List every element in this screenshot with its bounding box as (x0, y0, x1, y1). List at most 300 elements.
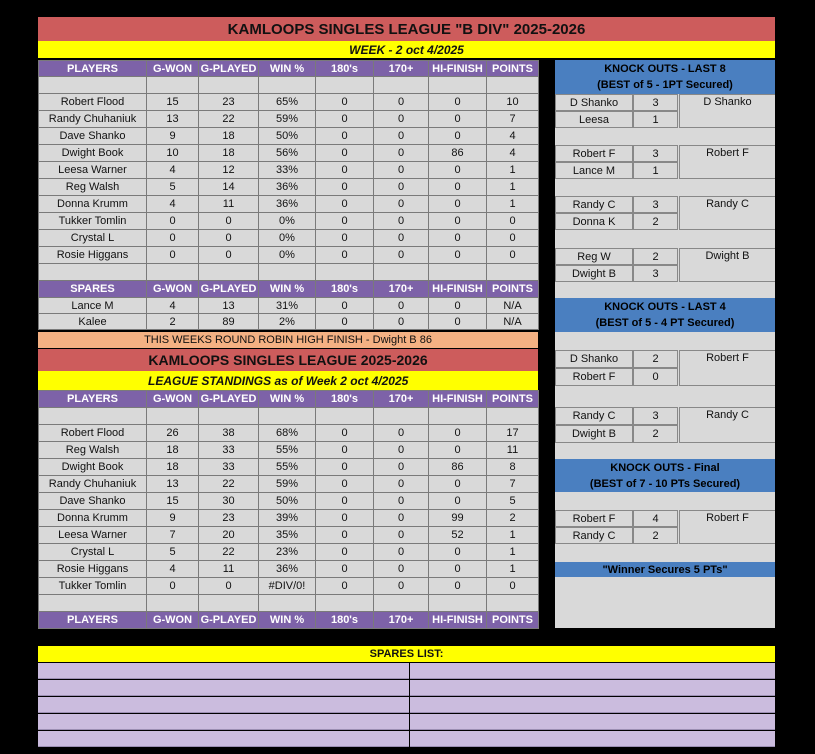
stat-cell: 1 (487, 162, 539, 179)
stat-cell: 56% (259, 145, 316, 162)
ko-player: Reg W (555, 248, 633, 265)
stat-cell: 15 (147, 94, 199, 111)
ko-winner (679, 145, 775, 179)
column-header: POINTS (487, 61, 539, 77)
table-row (39, 111, 539, 128)
stat-cell: 0 (429, 493, 487, 510)
ko-winner (679, 407, 775, 443)
stat-cell: 0% (259, 247, 316, 264)
player-name: Dave Shanko (39, 128, 147, 145)
stat-cell: 18 (147, 442, 199, 459)
ko-score: 3 (633, 196, 678, 213)
stat-cell: 0 (374, 527, 429, 544)
stat-cell: 99 (429, 510, 487, 527)
stat-cell: 0 (374, 493, 429, 510)
stat-cell: 55% (259, 442, 316, 459)
ko-score: 3 (633, 407, 678, 425)
column-header: POINTS (487, 391, 539, 408)
ko-winner (679, 510, 775, 544)
stat-cell: 65% (259, 94, 316, 111)
stat-cell: 1 (487, 544, 539, 561)
stat-cell: 0 (316, 544, 374, 561)
stat-cell: #DIV/0! (259, 578, 316, 595)
table-row (39, 145, 539, 162)
stat-cell: 10 (147, 145, 199, 162)
winner-note: "Winner Secures 5 PTs" (555, 562, 775, 577)
table-row (39, 94, 539, 111)
ko-player: Robert F (555, 368, 633, 386)
stat-cell: 11 (199, 196, 259, 213)
ko-score: 3 (633, 94, 678, 111)
standings-subtitle: LEAGUE STANDINGS as of Week 2 oct 4/2025 (38, 371, 538, 390)
stat-cell: 0 (316, 179, 374, 196)
header-row (39, 391, 539, 408)
ko-player: Randy C (555, 407, 633, 425)
stat-cell: 0 (374, 179, 429, 196)
stat-cell: 0 (429, 561, 487, 578)
stat-cell: 0% (259, 230, 316, 247)
player-name: Leesa Warner (39, 527, 147, 544)
stat-cell: 22 (199, 544, 259, 561)
player-name: Crystal L (39, 544, 147, 561)
player-name: Robert Flood (39, 425, 147, 442)
player-name: Tukker Tomlin (39, 578, 147, 595)
stat-cell: 38 (199, 425, 259, 442)
table-row (39, 196, 539, 213)
stat-cell: 0 (316, 442, 374, 459)
stat-cell: 8 (487, 459, 539, 476)
ko-last8-title: KNOCK OUTS - LAST 8 (604, 63, 726, 75)
table-row (39, 476, 539, 493)
ko-winner-name: D Shanko (703, 96, 752, 108)
empty-cell (374, 595, 429, 612)
empty-cell (374, 408, 429, 425)
empty-cell (39, 408, 147, 425)
stat-cell: 13 (147, 111, 199, 128)
stat-cell: 5 (147, 179, 199, 196)
column-header: G-WON (147, 61, 199, 77)
stat-cell: 0 (487, 578, 539, 595)
stat-cell: 50% (259, 493, 316, 510)
standings-title: KAMLOOPS SINGLES LEAGUE 2025-2026 (38, 349, 538, 371)
stat-cell: 0 (374, 510, 429, 527)
stat-cell: 0 (374, 213, 429, 230)
empty-cell (147, 408, 199, 425)
spares-list-row (410, 663, 775, 679)
stat-cell: 13 (147, 476, 199, 493)
player-name: Kalee (39, 314, 147, 330)
ko-score: 2 (633, 527, 678, 544)
ko-score: 2 (633, 425, 678, 443)
ko-player: Randy C (555, 196, 633, 213)
stat-cell: 2% (259, 314, 316, 330)
spares-list-row (410, 714, 775, 730)
stat-cell: 4 (487, 145, 539, 162)
stat-cell: 0 (429, 476, 487, 493)
stat-cell: 68% (259, 425, 316, 442)
stat-cell: 0 (316, 314, 374, 330)
ko-score: 2 (633, 213, 678, 230)
stat-cell: N/A (487, 298, 539, 314)
stat-cell: 0 (374, 314, 429, 330)
ko-player: Lance M (555, 162, 633, 179)
column-header: SPARES (39, 281, 147, 298)
empty-cell (39, 77, 147, 94)
spares-list-row (38, 714, 409, 730)
stat-cell: 0 (147, 578, 199, 595)
stat-cell: 22 (199, 111, 259, 128)
stat-cell: 0 (316, 578, 374, 595)
header-row (39, 281, 539, 298)
stat-cell: 7 (147, 527, 199, 544)
ko-player: Dwight B (555, 265, 633, 282)
stat-cell: 0 (429, 213, 487, 230)
week-subtitle: WEEK - 2 oct 4/2025 (38, 41, 775, 58)
empty-cell (39, 595, 147, 612)
column-header: 180's (316, 612, 374, 629)
player-name: Donna Krumm (39, 510, 147, 527)
ko-last4-subtitle: (BEST of 5 - 4 PT Secured) (595, 317, 735, 329)
table-row (39, 510, 539, 527)
stat-cell: 0 (374, 247, 429, 264)
blank-row (39, 408, 539, 425)
stat-cell: 0 (316, 196, 374, 213)
stat-cell: 0 (199, 230, 259, 247)
column-header: WIN % (259, 61, 316, 77)
empty-cell (147, 264, 199, 281)
empty-cell (429, 264, 487, 281)
stat-cell: 18 (199, 145, 259, 162)
column-header: 180's (316, 61, 374, 77)
stat-cell: 7 (487, 476, 539, 493)
table-row (39, 442, 539, 459)
empty-cell (259, 264, 316, 281)
spares-list-row (38, 731, 409, 747)
empty-cell (259, 595, 316, 612)
stat-cell: 0 (374, 162, 429, 179)
stat-cell: 1 (487, 527, 539, 544)
stat-cell: 0 (147, 213, 199, 230)
empty-cell (39, 264, 147, 281)
stat-cell: 33 (199, 459, 259, 476)
stat-cell: 23% (259, 544, 316, 561)
empty-cell (316, 408, 374, 425)
stat-cell: 0 (429, 111, 487, 128)
stat-cell: 0 (316, 247, 374, 264)
stat-cell: 0 (147, 230, 199, 247)
column-header: 170+ (374, 61, 429, 77)
stat-cell: 36% (259, 561, 316, 578)
stat-cell: 0 (429, 298, 487, 314)
ko-player: Robert F (555, 510, 633, 527)
stat-cell: 0 (316, 425, 374, 442)
stat-cell: 39% (259, 510, 316, 527)
stat-cell: 5 (487, 493, 539, 510)
stat-cell: 0 (316, 162, 374, 179)
table-row (39, 314, 539, 330)
stat-cell: 0 (374, 544, 429, 561)
ko-winner (679, 196, 775, 230)
column-header: WIN % (259, 281, 316, 298)
stat-cell: 0 (316, 128, 374, 145)
ko-player: Leesa (555, 111, 633, 128)
ko-winner-name: Dwight B (705, 250, 750, 262)
stat-cell: 11 (199, 561, 259, 578)
stat-cell: 0 (316, 111, 374, 128)
stat-cell: 4 (147, 561, 199, 578)
stat-cell: 4 (147, 196, 199, 213)
table-row (39, 213, 539, 230)
high-finish-banner: THIS WEEKS ROUND ROBIN HIGH FINISH - Dwight B 86 (38, 332, 538, 348)
stat-cell: 0 (316, 298, 374, 314)
table-row (39, 162, 539, 179)
stat-cell: 0 (429, 162, 487, 179)
stat-cell: 4 (487, 128, 539, 145)
column-header: PLAYERS (39, 61, 147, 77)
blank-row (39, 264, 539, 281)
stat-cell: 0 (487, 230, 539, 247)
player-name: Rosie Higgans (39, 561, 147, 578)
ko-winner-name: Robert F (706, 352, 749, 364)
column-header: HI-FINISH (429, 281, 487, 298)
empty-cell (316, 264, 374, 281)
empty-cell (487, 77, 539, 94)
table-row (39, 128, 539, 145)
player-name: Dave Shanko (39, 493, 147, 510)
player-name: Reg Walsh (39, 442, 147, 459)
empty-cell (259, 77, 316, 94)
stat-cell: 0 (316, 476, 374, 493)
stat-cell: 0 (429, 247, 487, 264)
column-header: G-WON (147, 612, 199, 629)
stat-cell: 0 (374, 476, 429, 493)
column-header: HI-FINISH (429, 61, 487, 77)
empty-cell (374, 77, 429, 94)
stat-cell: 0 (374, 459, 429, 476)
stat-cell: 33 (199, 442, 259, 459)
ko-player: Robert F (555, 145, 633, 162)
ko-final-header (555, 459, 775, 492)
stat-cell: 9 (147, 510, 199, 527)
league-standings-table (38, 390, 539, 629)
empty-cell (147, 595, 199, 612)
column-header: POINTS (487, 281, 539, 298)
table-row (39, 425, 539, 442)
empty-cell (199, 77, 259, 94)
stat-cell: 0 (316, 561, 374, 578)
stat-cell: 0 (316, 213, 374, 230)
stat-cell: 30 (199, 493, 259, 510)
player-name: Lance M (39, 298, 147, 314)
stat-cell: 0 (429, 544, 487, 561)
player-name: Tukker Tomlin (39, 213, 147, 230)
table-row (39, 544, 539, 561)
player-name: Donna Krumm (39, 196, 147, 213)
column-header: HI-FINISH (429, 612, 487, 629)
stat-cell: 0 (374, 145, 429, 162)
stat-cell: 10 (487, 94, 539, 111)
ko-player: Donna K (555, 213, 633, 230)
stat-cell: 0 (316, 94, 374, 111)
empty-cell (487, 408, 539, 425)
table-row (39, 527, 539, 544)
stat-cell: 22 (199, 476, 259, 493)
stat-cell: 0 (316, 527, 374, 544)
empty-cell (199, 264, 259, 281)
ko-player: Randy C (555, 527, 633, 544)
blank-row (39, 77, 539, 94)
stat-cell: 59% (259, 111, 316, 128)
stat-cell: 0 (316, 493, 374, 510)
stat-cell: 26 (147, 425, 199, 442)
stat-cell: 9 (147, 128, 199, 145)
empty-cell (316, 77, 374, 94)
stat-cell: 0 (374, 298, 429, 314)
column-header: G-PLAYED (199, 391, 259, 408)
ko-score: 4 (633, 510, 678, 527)
table-row (39, 298, 539, 314)
ko-final-title: KNOCK OUTS - Final (610, 461, 720, 474)
stat-cell: 0 (374, 230, 429, 247)
stat-cell: 0 (429, 196, 487, 213)
player-name: Randy Chuhaniuk (39, 476, 147, 493)
ko-last8-header (555, 60, 775, 94)
stat-cell: 0 (316, 459, 374, 476)
stat-cell: 0 (429, 94, 487, 111)
ko-winner (679, 94, 775, 128)
stat-cell: 33% (259, 162, 316, 179)
ko-player: D Shanko (555, 350, 633, 368)
stat-cell: 0 (147, 247, 199, 264)
player-name: Robert Flood (39, 94, 147, 111)
stat-cell: 0 (316, 145, 374, 162)
stat-cell: 50% (259, 128, 316, 145)
column-header: WIN % (259, 391, 316, 408)
stat-cell: 0 (487, 247, 539, 264)
column-header: G-WON (147, 391, 199, 408)
player-name: Crystal L (39, 230, 147, 247)
stat-cell: 0 (199, 213, 259, 230)
stat-cell: 52 (429, 527, 487, 544)
table-row (39, 578, 539, 595)
empty-cell (199, 408, 259, 425)
spares-list-row (410, 697, 775, 713)
stat-cell: 31% (259, 298, 316, 314)
stat-cell: 0 (374, 561, 429, 578)
table-row (39, 493, 539, 510)
stat-cell: 55% (259, 459, 316, 476)
ko-winner-name: Randy C (706, 409, 749, 421)
ko-last4-header (555, 298, 775, 332)
stat-cell: 59% (259, 476, 316, 493)
stat-cell: 0 (429, 578, 487, 595)
stat-cell: 0% (259, 213, 316, 230)
spares-list-row (38, 680, 409, 696)
stat-cell: 0 (429, 128, 487, 145)
stat-cell: 5 (147, 544, 199, 561)
stat-cell: 1 (487, 179, 539, 196)
table-row (39, 230, 539, 247)
ko-score: 3 (633, 265, 678, 282)
ko-winner (679, 350, 775, 386)
table-row (39, 459, 539, 476)
stat-cell: 0 (429, 179, 487, 196)
ko-winner-name: Randy C (706, 198, 749, 210)
column-header: G-PLAYED (199, 281, 259, 298)
stat-cell: 0 (199, 578, 259, 595)
column-header: 180's (316, 391, 374, 408)
table-row (39, 179, 539, 196)
stat-cell: 0 (374, 578, 429, 595)
blank-row (39, 595, 539, 612)
ko-last4-title: KNOCK OUTS - LAST 4 (604, 301, 726, 313)
stat-cell: 2 (487, 510, 539, 527)
stat-cell: 23 (199, 510, 259, 527)
stat-cell: 18 (147, 459, 199, 476)
league-title: KAMLOOPS SINGLES LEAGUE "B DIV" 2025-2026 (38, 17, 775, 41)
empty-cell (316, 595, 374, 612)
empty-cell (429, 77, 487, 94)
column-header: G-PLAYED (199, 61, 259, 77)
column-header: 170+ (374, 391, 429, 408)
stat-cell: 0 (374, 425, 429, 442)
stat-cell: 7 (487, 111, 539, 128)
stat-cell: 86 (429, 459, 487, 476)
spares-list-row (38, 663, 409, 679)
stat-cell: 0 (199, 247, 259, 264)
stat-cell: 0 (374, 94, 429, 111)
stat-cell: 20 (199, 527, 259, 544)
player-name: Randy Chuhaniuk (39, 111, 147, 128)
player-name: Leesa Warner (39, 162, 147, 179)
stat-cell: 0 (374, 196, 429, 213)
stat-cell: 14 (199, 179, 259, 196)
player-name: Dwight Book (39, 145, 147, 162)
header-row (39, 612, 539, 629)
spares-list-row (410, 731, 775, 747)
spares-list-row (38, 697, 409, 713)
column-header: POINTS (487, 612, 539, 629)
stat-cell: 0 (374, 442, 429, 459)
stat-cell: 0 (429, 230, 487, 247)
stat-cell: 0 (374, 111, 429, 128)
weekly-results-table (38, 60, 539, 330)
ko-score: 2 (633, 248, 678, 265)
stat-cell: 86 (429, 145, 487, 162)
player-name: Rosie Higgans (39, 247, 147, 264)
ko-winner (679, 248, 775, 282)
stat-cell: 17 (487, 425, 539, 442)
stat-cell: N/A (487, 314, 539, 330)
ko-score: 2 (633, 350, 678, 368)
column-header: HI-FINISH (429, 391, 487, 408)
column-header: PLAYERS (39, 612, 147, 629)
player-name: Dwight Book (39, 459, 147, 476)
column-header: PLAYERS (39, 391, 147, 408)
stat-cell: 12 (199, 162, 259, 179)
ko-player: Dwight B (555, 425, 633, 443)
stat-cell: 0 (374, 128, 429, 145)
empty-cell (259, 408, 316, 425)
stat-cell: 35% (259, 527, 316, 544)
stat-cell: 18 (199, 128, 259, 145)
column-header: 170+ (374, 612, 429, 629)
empty-cell (487, 595, 539, 612)
player-name: Reg Walsh (39, 179, 147, 196)
ko-score: 0 (633, 368, 678, 386)
column-header: G-PLAYED (199, 612, 259, 629)
ko-score: 1 (633, 111, 678, 128)
